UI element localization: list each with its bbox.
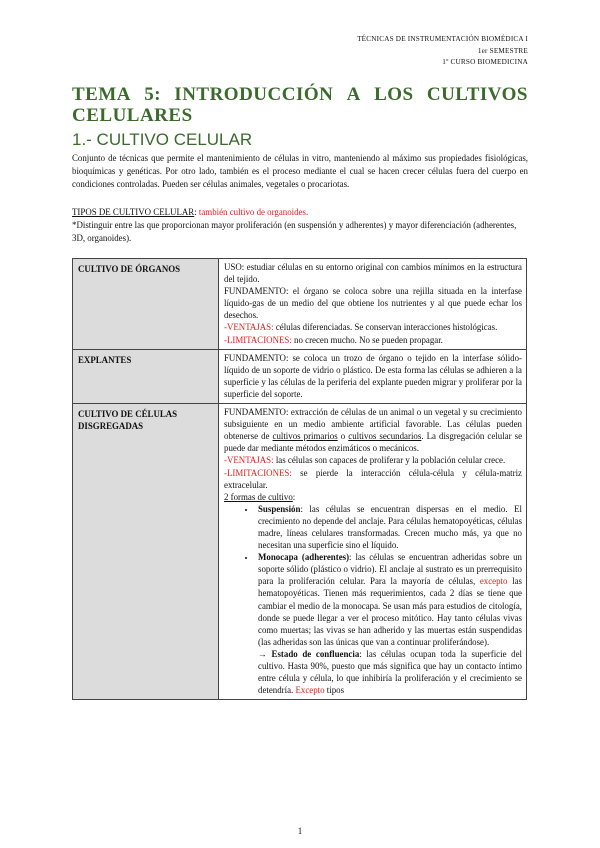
culture-forms-list	[224, 503, 522, 697]
row-header-explantes: EXPLANTES	[73, 349, 219, 403]
list-item: • Monocapa (adherentes): las células se encuentran adheridas sobre un soporte sólido (plástico o vidrio). El anclaje al sustrato es un prerrequisito para la proliferación celular. Para la mayoría de células, excepto las hematopoyéticas. Tienen más requerimientos, cada 2 días se tiene que cambiar el medio de la monocapa. Se usan más para estudios de citología, donde se puede llegar a ver el proceso mitótico. Hay tanto células vivas como muertas; las vivas se han adherido y las muertas están suspendidas (las adheridas son las únicas que van a continuar proliferándose). → Estado de confluencia: las células ocupan toda la superficie del cultivo. Hasta 90%, puesto que más significa que hay un contacto íntimo entre célula y célula, lo que inhibiría la proliferación y el crecimiento se detendría. Excepto tipos	[256, 551, 522, 696]
culture-types-table	[72, 258, 527, 700]
page-title	[72, 84, 528, 126]
header-year: 1º CURSO BIOMEDICINA	[442, 58, 528, 67]
row-body-disgregadas: FUNDAMENTO: extracción de células de un animal o un vegetal y su crecimiento subsiguiente en un medio ambiente artificial favorable. Las células pueden obtenerse de cultivos primarios o cultivos secundarios. La disgregación celular se puede dar mediante métodos enzimáticos o mecánicos. -VENTAJAS: las células son capaces de proliferar y la población celular crece. -LIMITACIONES: se pierde la interacción célula-célula y célula-matriz extracelular. 2 formas de cultivo: • Suspensión: las células se encuentran dispersas en el medio. El crecimiento no depende del anclaje. Para células hematopoyéticas, células madre, líneas celulares transformadas. Crecen mucho más, ya que no necesitan una superficie sino el líquido. • Monocapa (adherentes): las células se encuentran adheridas sobre un soporte sólido (plástico o vidrio). El anclaje al sustrato es un prerrequisito para la proliferación celular. Para la mayoría de células, excepto las hematopoyéticas. Tienen más requerimientos, cada 2 días se tiene que cambiar el medio de la monocapa. Se usan más para estudios de citología, donde se puede llegar a ver el proceso mitótico. Hay tanto células vivas como muertas; las vivas se han adherido y las muertas están suspendidas (las adheridas son las únicas que van a continuar proliferándose). → Estado de confluencia: las células ocupan toda la superficie del cultivo. Hasta 90%, puesto que más significa que hay un contacto íntimo entre célula y célula, lo que inhibiría la proliferación y el crecimiento se detendría. Excepto tipos	[219, 404, 527, 700]
culture-types-label: TIPOS DE CULTIVO CELULAR	[72, 207, 195, 217]
culture-types	[72, 206, 528, 246]
title-line-2: CELULARES	[72, 105, 193, 126]
title-word: LOS	[374, 84, 414, 105]
section-heading: 1.- CULTIVO CELULAR	[72, 130, 253, 149]
culture-types-line: TIPOS DE CULTIVO CELULAR: también cultivo de organoides.	[72, 207, 309, 217]
row-body-explantes: FUNDAMENTO: se coloca un trozo de órgano o tejido en la interfase sólido-líquido de un soporte de vidrio o plástico. De esta forma las células se adhieren a la superficie y las células de la periferia del explante pueden migrar y proliferar por la superficie del soporte.	[219, 349, 527, 403]
document-header	[357, 34, 528, 69]
row-header-disgregadas: CULTIVO DE CÉLULAS DISGREGADAS	[73, 404, 219, 700]
organoids-note: también cultivo de organoides.	[196, 207, 309, 217]
culture-types-note: *Distinguir entre las que proporcionan mayor proliferación (en suspensión y adherentes) y mayor diferenciación (adherentes, 3D, organoides).	[72, 220, 517, 244]
page-number: 1	[297, 826, 303, 836]
table-row	[73, 404, 527, 700]
title-word: CULTIVOS	[426, 84, 528, 105]
title-word: INTRODUCCIÓN	[174, 84, 334, 105]
table-row	[73, 349, 527, 403]
row-header-organos: CULTIVO DE ÓRGANOS	[73, 259, 219, 350]
intro-paragraph: Conjunto de técnicas que permite el mantenimiento de células in vitro, manteniendo al máximo sus propiedades fisiológicas, bioquímicas y genéticas. Por otro lado, también es el proceso mediante el cual se hacen crecer células fuera del cuerpo en condiciones controladas. Pueden ser células animales, vegetales o procariotas.	[72, 153, 528, 190]
title-word: 5:	[144, 84, 162, 105]
header-semester: 1er SEMESTRE	[477, 46, 528, 55]
list-item: • Suspensión: las células se encuentran dispersas en el medio. El crecimiento no depende del anclaje. Para células hematopoyéticas, células madre, líneas celulares transformadas. Crecen mucho más, ya que no necesitan una superficie sino el líquido.	[256, 503, 522, 551]
header-course: TÉCNICAS DE INSTRUMENTACIÓN BIOMÉDICA I	[357, 35, 528, 43]
title-line-1	[72, 84, 528, 105]
table-row	[73, 259, 527, 350]
title-word: TEMA	[72, 84, 131, 105]
row-body-organos: USO: estudiar células en su entorno original con cambios mínimos en la estructura del tejido. FUNDAMENTO: el órgano se coloca sobre una rejilla situada en la interfase líquido-gas de un medio del que obtiene los nutrientes y al que puede echar los desechos. -VENTAJAS: células diferenciadas. Se conservan interacciones histológicas. -LIMITACIONES: no crecen mucho. No se pueden propagar.	[219, 259, 527, 350]
title-word: A	[346, 84, 361, 105]
